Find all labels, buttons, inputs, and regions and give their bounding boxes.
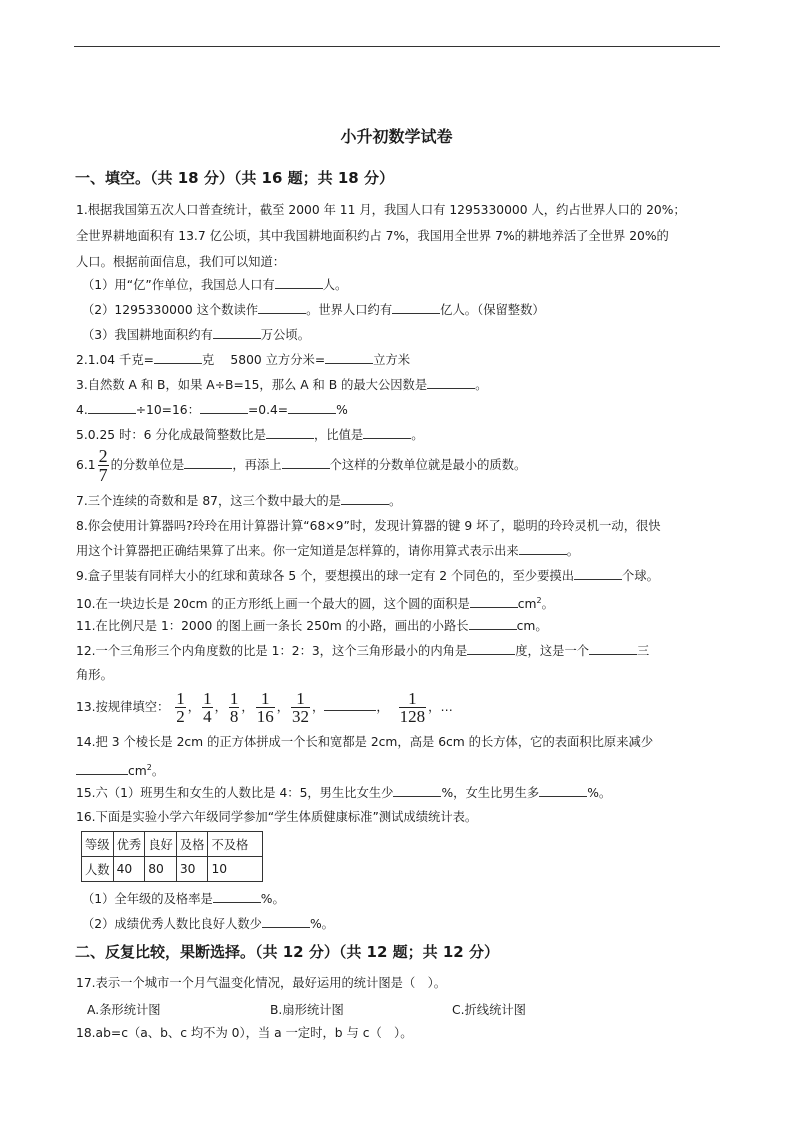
section-heading-multiple-choice: 二、反复比较，果断选择。（共 12 分）（共 12 题；共 12 分） bbox=[75, 943, 499, 961]
answer-blank[interactable] bbox=[539, 785, 587, 797]
fraction-1-8: $\frac{1}{8}$ bbox=[229, 689, 239, 726]
fraction-1-128: $\frac{1}{128}$ bbox=[399, 689, 426, 726]
q12-line1: 12.一个三角形三个内角度数的比是 1：2：3，这个三角形最小的内角是 度，这是一个 三 bbox=[76, 644, 650, 658]
q1-sub1: （1）用“亿”作单位，我国总人口有 人。 bbox=[82, 278, 348, 292]
table-cell: 80 bbox=[145, 857, 177, 882]
answer-blank[interactable] bbox=[341, 493, 389, 505]
answer-blank[interactable] bbox=[469, 618, 517, 630]
answer-blank[interactable] bbox=[363, 427, 411, 439]
q16-sub2: （2）成绩优秀人数比良好人数少 %。 bbox=[82, 917, 334, 931]
q13: 13.按规律填空： $\frac{1}{2}$ ， $\frac{1}{4}$ ， $\frac{1}{8}$ ， $\frac{1}{16}$ ， $\frac{1}{32}$ ， ， $\frac{1}{128}$ ，… bbox=[76, 689, 453, 726]
q1-line1: 1.根据我国第五次人口普查统计，截至 2000 年 11 月，我国人口有 1295330000 人，约占世界人口的 20%； bbox=[76, 203, 686, 217]
q12-line2: 角形。 bbox=[76, 668, 113, 682]
fraction-1-32: $\frac{1}{32}$ bbox=[292, 689, 310, 726]
answer-blank[interactable] bbox=[213, 327, 261, 339]
fraction-1-4: $\frac{1}{4}$ bbox=[203, 689, 212, 726]
table-cell: 等级 bbox=[82, 832, 114, 857]
answer-blank[interactable] bbox=[467, 643, 515, 655]
answer-blank[interactable] bbox=[574, 568, 622, 580]
answer-blank[interactable] bbox=[76, 763, 128, 775]
answer-blank[interactable] bbox=[288, 402, 336, 414]
q1-sub2: （2）1295330000 这个数读作 。世界人口约有 亿人。（保留整数） bbox=[82, 303, 545, 317]
answer-blank[interactable] bbox=[266, 427, 314, 439]
answer-blank[interactable] bbox=[154, 352, 202, 364]
q17-option-a[interactable]: A.条形统计图 bbox=[87, 1003, 161, 1017]
q18-stem: 18.ab=c（a、b、c 均不为 0），当 a 一定时，b 与 c（ ）。 bbox=[76, 1026, 413, 1040]
answer-blank[interactable] bbox=[258, 302, 306, 314]
q11: 11.在比例尺是 1：2000 的图上画一条长 250m 的小路，画出的小路长 cm。 bbox=[76, 619, 548, 633]
q6: 6.1 $\frac{2}{7}$ 的分数单位是 ，再添上 个这样的分数单位就是最小的质数。 bbox=[76, 446, 527, 485]
answer-blank[interactable] bbox=[213, 891, 261, 903]
q14-line1: 14.把 3 个棱长是 2cm 的正方体拼成一个长和宽都是 2cm，高是 6cm 的长方体，它的表面积比原来减少 bbox=[76, 735, 654, 749]
table-cell: 良好 bbox=[145, 832, 177, 857]
q1-sub3: （3）我国耕地面积约有 万公顷。 bbox=[82, 328, 310, 342]
fraction-1-2: $\frac{1}{2}$ bbox=[176, 689, 185, 726]
fraction-2-7: $\frac{2}{7}$ bbox=[98, 446, 108, 485]
table-header-row bbox=[82, 832, 263, 857]
q8-line2: 用这个计算器把正确结果算了出来。你一定知道是怎样算的，请你用算式表示出来 。 bbox=[76, 544, 580, 558]
q3: 3.自然数 A 和 B，如果 A÷B=15，那么 A 和 B 的最大公因数是 。 bbox=[76, 378, 488, 392]
answer-blank[interactable] bbox=[470, 596, 518, 608]
q10: 10.在一块边长是 20cm 的正方形纸上画一个最大的圆，这个圆的面积是 $cm^2$。 bbox=[76, 596, 554, 612]
q17-option-b[interactable]: B.扇形统计图 bbox=[270, 1003, 344, 1017]
q15: 15.六（1）班男生和女生的人数比是 4：5，男生比女生少 %，女生比男生多 %。 bbox=[76, 786, 612, 800]
q7: 7.三个连续的奇数和是 87，这三个数中最大的是 。 bbox=[76, 494, 402, 508]
answer-blank[interactable] bbox=[519, 543, 567, 555]
page-title: 小升初数学试卷 bbox=[340, 127, 453, 146]
q1-line2: 全世界耕地面积有 13.7 亿公顷，其中我国耕地面积约占 7%，我国用全世界 7%的耕地养活了全世界 20%的 bbox=[76, 229, 669, 243]
answer-blank[interactable] bbox=[393, 785, 441, 797]
q2: 2.1.04 千克= 克 5800 立方分米= 立方米 bbox=[76, 353, 411, 367]
grade-statistics-table bbox=[81, 831, 263, 882]
q17-stem: 17.表示一个城市一个月气温变化情况，最好运用的统计图是（ ）。 bbox=[76, 976, 447, 990]
table-row bbox=[82, 857, 263, 882]
q9: 9.盒子里装有同样大小的红球和黄球各 5 个，要想摸出的球一定有 2 个同色的，至少要摸出 个球。 bbox=[76, 569, 659, 583]
answer-blank[interactable] bbox=[282, 457, 330, 469]
table-cell: 优秀 bbox=[113, 832, 145, 857]
q8-line1: 8.你会使用计算器吗?玲玲在用计算器计算“68×9”时，发现计算器的键 9 坏了，聪明的玲玲灵机一动，很快 bbox=[76, 519, 661, 533]
q4: 4. ÷10=16： =0.4= % bbox=[76, 403, 348, 417]
q5: 5.0.25 时：6 分化成最简整数比是 ，比值是 。 bbox=[76, 428, 424, 442]
answer-blank[interactable] bbox=[325, 352, 373, 364]
table-cell: 及格 bbox=[176, 832, 208, 857]
q14-line2: $cm^2$。 bbox=[76, 760, 164, 779]
q16-intro: 16.下面是实验小学六年级同学参加“学生体质健康标准”测试成绩统计表。 bbox=[76, 810, 478, 824]
q16-sub1: （1）全年级的及格率是 %。 bbox=[82, 892, 285, 906]
table-cell: 不及格 bbox=[208, 832, 263, 857]
answer-blank[interactable] bbox=[88, 402, 136, 414]
answer-blank[interactable] bbox=[200, 402, 248, 414]
answer-blank[interactable] bbox=[184, 457, 232, 469]
answer-blank[interactable] bbox=[275, 277, 323, 289]
q17-option-c[interactable]: C.折线统计图 bbox=[452, 1003, 526, 1017]
answer-blank[interactable] bbox=[392, 302, 440, 314]
q1-line3: 人口。根据前面信息，我们可以知道： bbox=[76, 255, 286, 269]
answer-blank[interactable] bbox=[262, 916, 310, 928]
answer-blank[interactable] bbox=[589, 643, 637, 655]
table-cell: 30 bbox=[176, 857, 208, 882]
table-cell: 40 bbox=[113, 857, 145, 882]
answer-blank[interactable] bbox=[324, 699, 376, 711]
fraction-1-16: $\frac{1}{16}$ bbox=[256, 689, 274, 726]
table-cell: 10 bbox=[208, 857, 263, 882]
table-cell: 人数 bbox=[82, 857, 114, 882]
header-rule bbox=[74, 46, 720, 47]
section-heading-fill-blank: 一、填空。（共 18 分）（共 16 题；共 18 分） bbox=[75, 169, 394, 187]
answer-blank[interactable] bbox=[427, 377, 475, 389]
